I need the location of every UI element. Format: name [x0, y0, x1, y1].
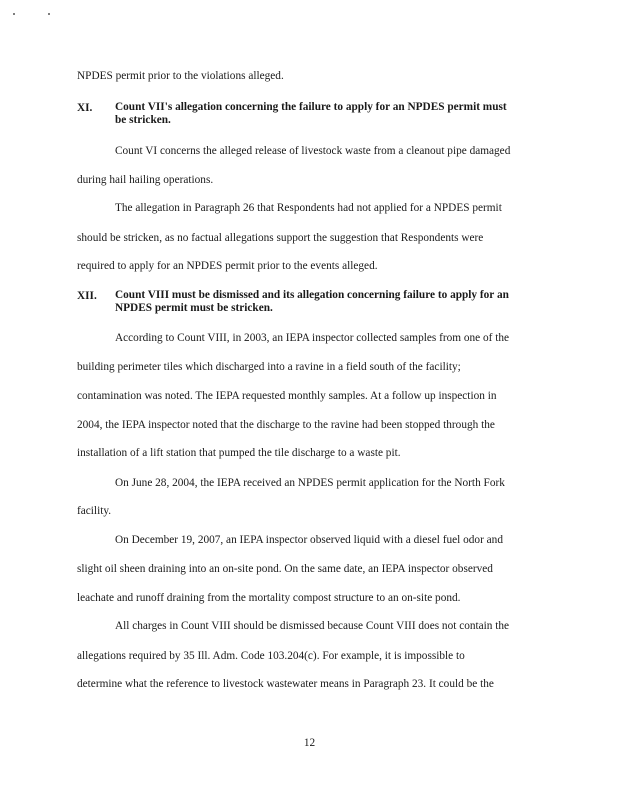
section-heading: [115, 289, 547, 315]
page-number: 12: [303, 737, 316, 749]
heading-line: Count VII's allegation concerning the failure to apply for an NPDES permit must: [115, 101, 507, 113]
body-line: leachate and runoff draining from the mortality compost structure to an on-site pond.: [77, 592, 461, 604]
body-line: contamination was noted. The IEPA requested monthly samples. At a follow up inspection in: [77, 390, 497, 402]
body-line: facility.: [77, 505, 112, 517]
body-line: On December 19, 2007, an IEPA inspector observed liquid with a diesel fuel odor and: [115, 534, 503, 546]
body-line: allegations required by 35 Ill. Adm. Code 103.204(c). For example, it is impossible to: [77, 650, 465, 662]
body-line: According to Count VIII, in 2003, an IEPA inspector collected samples from one of the: [115, 332, 510, 344]
body-line: installation of a lift station that pumped the tile discharge to a waste pit.: [77, 447, 401, 459]
body-line: The allegation in Paragraph 26 that Respondents had not applied for a NPDES permit: [115, 202, 502, 214]
body-line: slight oil sheen draining into an on-site pond. On the same date, an IEPA inspector observed: [77, 563, 493, 575]
body-line: determine what the reference to livestock wastewater means in Paragraph 23. It could be the: [77, 678, 494, 690]
section-heading: [115, 101, 547, 127]
body-line: Count VI concerns the alleged release of livestock waste from a cleanout pipe damaged: [115, 145, 511, 157]
heading-line: be stricken.: [115, 114, 171, 126]
body-line: On June 28, 2004, the IEPA received an NPDES permit application for the North Fork: [115, 477, 505, 489]
heading-line: Count VIII must be dismissed and its allegation concerning failure to apply for an: [115, 289, 509, 301]
scan-speck: [48, 13, 50, 15]
body-line: required to apply for an NPDES permit prior to the events alleged.: [77, 260, 378, 272]
body-line: should be stricken, as no factual allegations support the suggestion that Respondents were: [77, 232, 484, 244]
body-line: NPDES permit prior to the violations alleged.: [77, 70, 284, 82]
heading-line: NPDES permit must be stricken.: [115, 302, 273, 314]
body-line: All charges in Count VIII should be dismissed because Count VIII does not contain the: [115, 620, 510, 632]
body-line: building perimeter tiles which discharged into a ravine in a field south of the facility;: [77, 361, 461, 373]
scan-speck: [13, 13, 15, 15]
section-number: XI.: [77, 102, 93, 114]
section-number: XII.: [77, 290, 97, 302]
body-line: during hail hailing operations.: [77, 174, 214, 186]
body-line: 2004, the IEPA inspector noted that the discharge to the ravine had been stopped through the: [77, 419, 495, 431]
